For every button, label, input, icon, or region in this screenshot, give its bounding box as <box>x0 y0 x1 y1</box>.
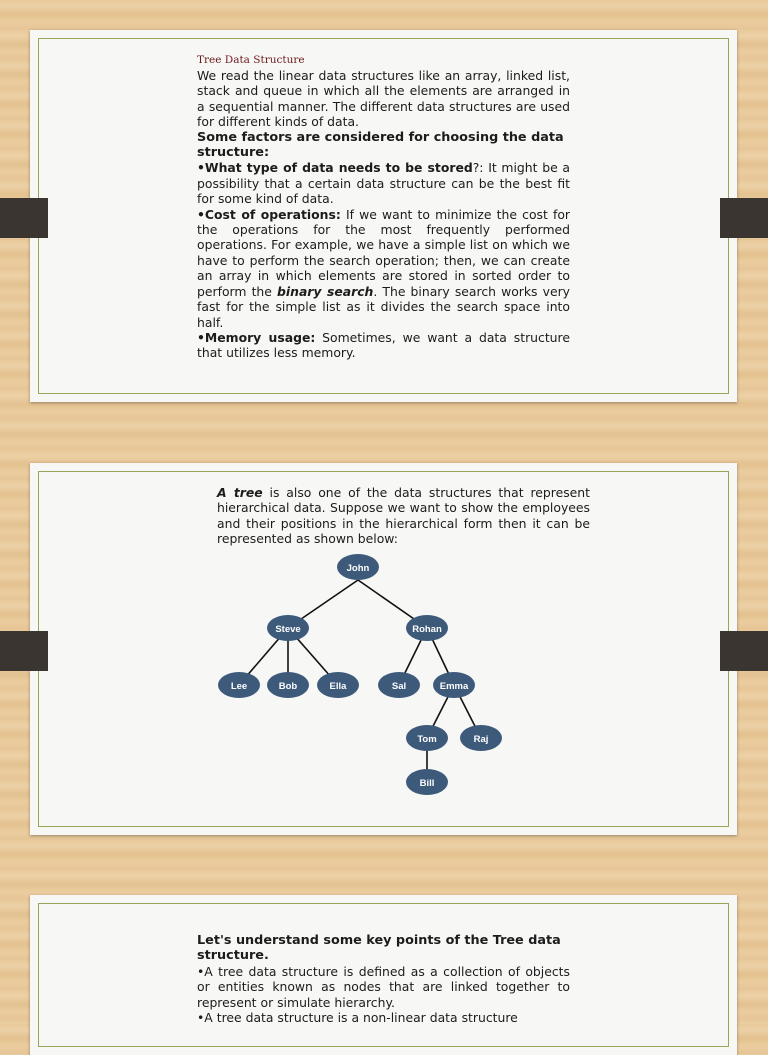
node-bill <box>406 769 448 795</box>
tree-nodes <box>218 554 502 795</box>
node-label: Tom <box>417 734 437 745</box>
node-tom <box>406 725 448 751</box>
tree-intro-text: is also one of the data structures that represent hierarchical data. Suppose we want to show the employees and their positions in the hierarchical form then it can be represented as shown below: <box>217 485 590 547</box>
node-steve <box>267 615 309 641</box>
employee-tree-diagram <box>30 463 737 835</box>
key-points-heading: Let's understand some key points of the Tree data structure. <box>197 933 561 964</box>
node-rohan <box>406 615 448 641</box>
binary-search-emphasis: binary search <box>277 283 374 299</box>
key-point-1: •A tree data structure is defined as a collection of objects or entities known as nodes that are linked together to represent or simulate hierarchy. <box>197 963 570 1010</box>
intro-paragraph: We read the linear data structures like an array, linked list, stack and queue in which all the elements are arranged in a sequential manner. The different data structures are used for different kinds of data. <box>197 68 570 130</box>
slide-title: Tree Data Structure <box>197 54 305 66</box>
slide-tree-example <box>30 463 737 835</box>
bullet-memory <box>197 330 570 361</box>
a-tree-emphasis: A tree <box>217 485 263 500</box>
bullet-data-type <box>197 160 570 206</box>
node-label: Emma <box>439 681 469 692</box>
node-bob <box>267 672 309 698</box>
node-label: John <box>346 563 370 574</box>
node-emma <box>433 672 475 698</box>
node-lee <box>218 672 260 698</box>
node-label: Bob <box>278 681 298 692</box>
bullet-label: •What type of data needs to be stored <box>197 160 473 176</box>
node-label: Bill <box>419 778 435 789</box>
bullet-text: ?: It might be a possibility that a certain data structure can be the best fit for some kind of data. <box>197 160 570 207</box>
node-label: Lee <box>230 681 248 692</box>
bullet-text: . The binary search works very fast for the simple list as it divides the search space into half. <box>197 283 570 330</box>
bullet-text: If we want to minimize the cost for the operations for the most frequently performed operations. For example, we have a simple list on which we have to perform the search operation; then, we can create an array in which elements are stored in sorted order to perform the <box>197 206 571 299</box>
key-point-2: •A tree data structure is a non-linear data structure <box>197 1010 518 1026</box>
node-raj <box>460 725 502 751</box>
slide-key-points <box>30 895 737 1055</box>
binder-tab-left <box>0 198 48 238</box>
slide1-text <box>197 54 570 361</box>
node-ella <box>317 672 359 698</box>
node-label: Rohan <box>412 624 442 635</box>
node-label: Ella <box>329 681 347 692</box>
binder-tab-left <box>0 631 48 671</box>
node-label: Steve <box>275 624 301 635</box>
node-label: Sal <box>391 681 407 692</box>
bullet-label: •Memory usage: <box>197 329 316 345</box>
node-label: Raj <box>473 734 489 745</box>
factors-heading: Some factors are considered for choosing the data structure: <box>197 129 564 161</box>
slide3-text <box>197 933 570 1025</box>
slide-tree-data-structure <box>30 30 737 402</box>
bullet-label: •Cost of operations: <box>197 206 341 222</box>
node-sal <box>378 672 420 698</box>
node-john <box>337 554 379 580</box>
bullet-cost <box>197 207 570 330</box>
binder-tab-right <box>720 631 768 671</box>
binder-tab-right <box>720 198 768 238</box>
bullet-text: Sometimes, we want a data structure that utilizes less memory. <box>197 329 570 361</box>
